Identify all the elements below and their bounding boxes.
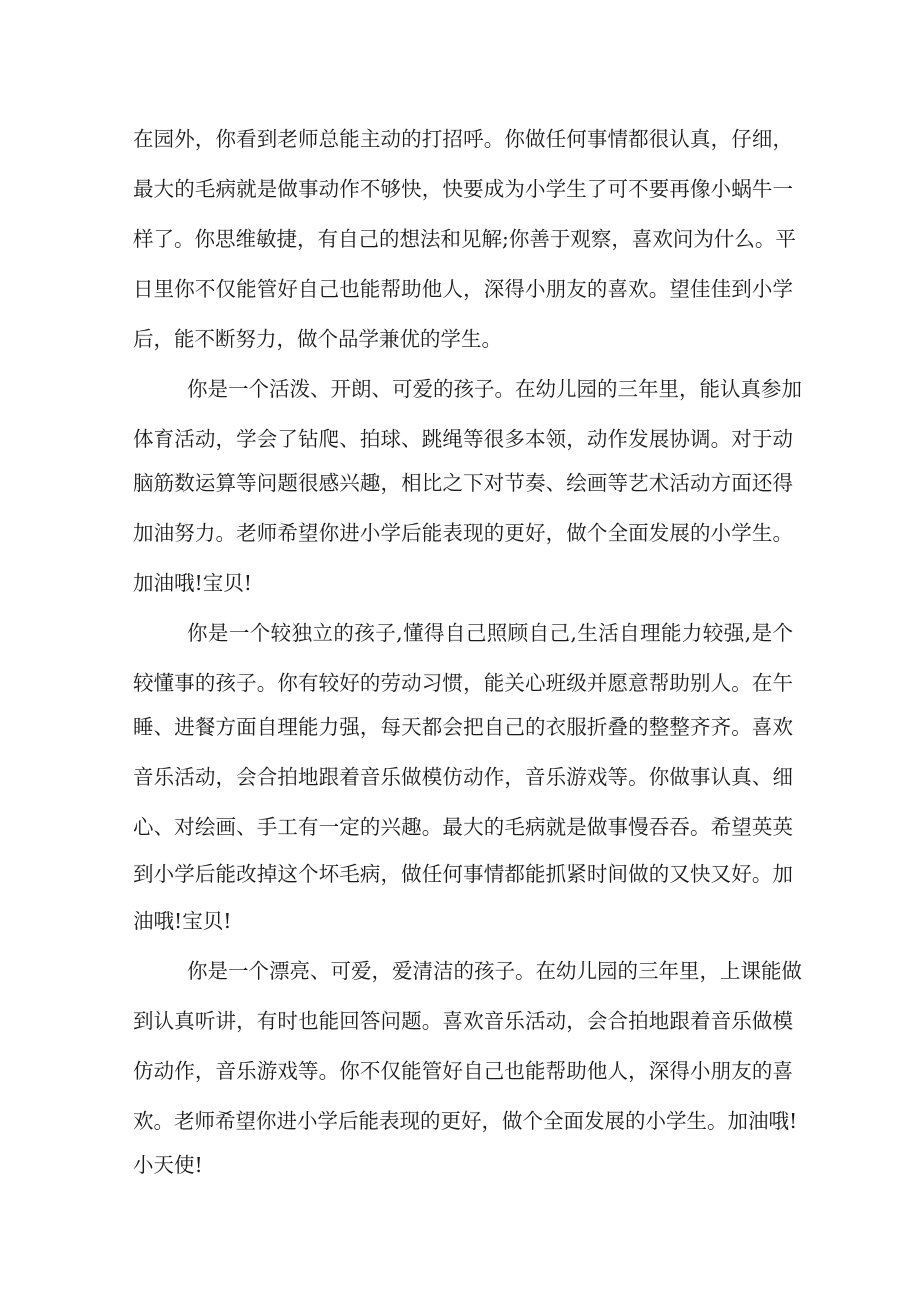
paragraph-line: 后，能不断努力，做个品学兼优的学生。 bbox=[133, 327, 502, 351]
paragraph-line: 音乐活动，会合拍地跟着音乐做模仿动作，音乐游戏等。你做事认真、细 bbox=[133, 765, 793, 789]
paragraph-line: 加油努力。老师希望你进小学后能表现的更好，做个全面发展的小学生。 bbox=[133, 521, 793, 545]
paragraph-line: 到认真听讲，有时也能回答问题。喜欢音乐活动，会合拍地跟着音乐做模 bbox=[133, 1009, 793, 1033]
paragraph-line: 你是一个活泼、开朗、可爱的孩子。在幼儿园的三年里，能认真参加 bbox=[187, 377, 802, 401]
paragraph-line: 体育活动，学会了钻爬、拍球、跳绳等很多本领，动作发展协调。对于动 bbox=[133, 427, 793, 451]
paragraph-line: 欢。老师希望你进小学后能表现的更好，做个全面发展的小学生。加油哦! bbox=[133, 1109, 798, 1133]
paragraph-line: 脑筋数运算等问题很感兴趣，相比之下对节奏、绘画等艺术活动方面还得 bbox=[133, 471, 793, 495]
paragraph-line: 你是一个漂亮、可爱，爱清洁的孩子。在幼儿园的三年里，上课能做 bbox=[187, 959, 802, 983]
paragraph-line: 最大的毛病就是做事动作不够快，快要成为小学生了可不要再像小蜗牛一 bbox=[133, 177, 793, 201]
paragraph-line: 睡、进餐方面自理能力强，每天都会把自己的衣服折叠的整整齐齐。喜欢 bbox=[133, 715, 793, 739]
paragraph-line: 日里你不仅能管好自己也能帮助他人，深得小朋友的喜欢。望佳佳到小学 bbox=[133, 277, 793, 301]
paragraph-line: 到小学后能改掉这个坏毛病，做任何事情都能抓紧时间做的又快又好。加 bbox=[133, 862, 793, 886]
paragraph-line: 你是一个较独立的孩子,懂得自己照顾自己,生活自理能力较强,是个 bbox=[187, 621, 793, 645]
paragraph-line: 仿动作，音乐游戏等。你不仅能管好自己也能帮助他人，深得小朋友的喜 bbox=[133, 1059, 793, 1083]
paragraph-line: 油哦!宝贝! bbox=[133, 909, 232, 933]
paragraph-line: 在园外，你看到老师总能主动的打招呼。你做任何事情都很认真，仔细， bbox=[133, 127, 793, 151]
paragraph-line: 心、对绘画、手工有一定的兴趣。最大的毛病就是做事慢吞吞。希望英英 bbox=[133, 815, 793, 839]
paragraph-line: 加油哦!宝贝! bbox=[133, 571, 252, 595]
paragraph-line: 较懂事的孩子。你有较好的劳动习惯，能关心班级并愿意帮助别人。在午 bbox=[133, 671, 793, 695]
paragraph-line: 样了。你思维敏捷，有自己的想法和见解;你善于观察，喜欢问为什么。平 bbox=[133, 227, 796, 251]
paragraph-line: 小天使! bbox=[133, 1153, 203, 1177]
